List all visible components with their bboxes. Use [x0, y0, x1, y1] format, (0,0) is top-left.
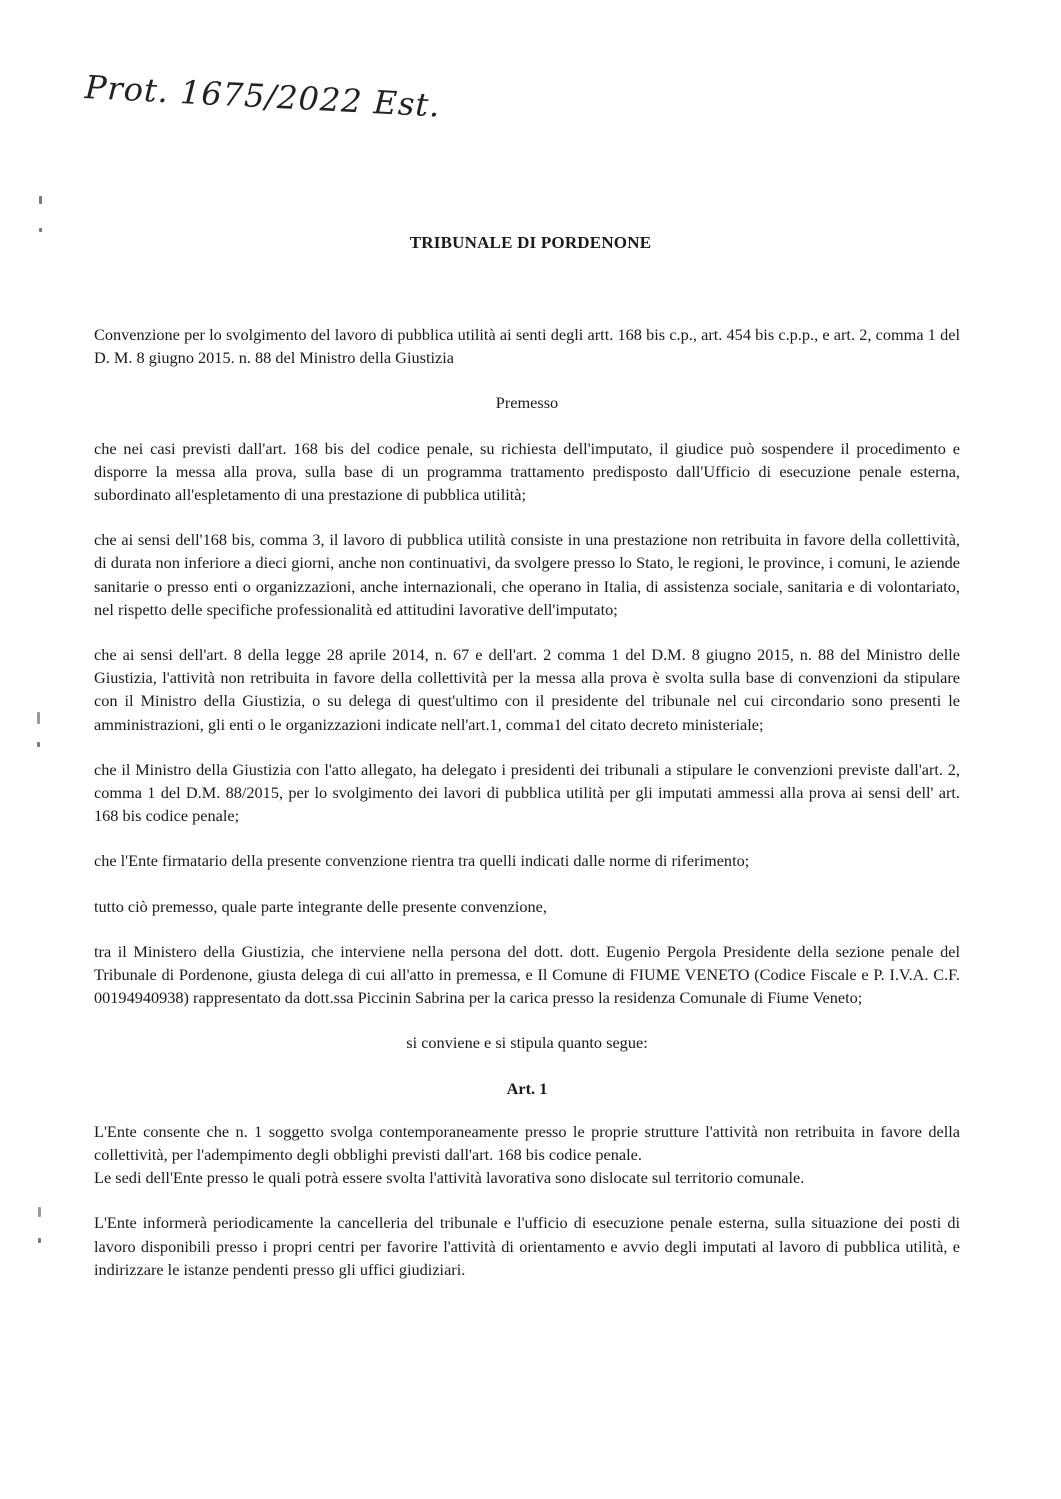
document-body — [94, 323, 960, 1303]
intro-paragraph: Convenzione per lo svolgimento del lavoro di pubblica utilità ai senti degli artt. 168 bis c.p., art. 454 bis c.p.p., e art. 2, comma 1 del D. M. 8 giugno 2015. n. 88 del Ministro della Giustizia — [94, 325, 960, 368]
premise-paragraph-1: che nei casi previsti dall'art. 168 bis del codice penale, su richiesta dell'imputato, il giudice può sospendere il procedimento e disporre la messa alla prova, sulla base di un programma trattamento predisposto dall'Ufficio di esecuzione penale esterna, subordinato all'espletamento di una prestazione di pubblica utilità; — [94, 438, 960, 505]
article-1-paragraph-3: L'Ente informerà periodicamente la cancelleria del tribunale e l'ufficio di esecuzione penale esterna, sulla situazione dei posti di lavoro disponibili presso i propri centri per favorire l'attività di orientamento e avvio degli imputati al lavoro di pubblica utilità, e indirizzare le istanze pendenti presso gli uffici giudiziari. — [94, 1213, 960, 1279]
premise-paragraph-5: che l'Ente firmatario della presente convenzione rientra tra quelli indicati dalle norme di riferimento; — [94, 851, 750, 871]
parties-paragraph: tra il Ministero della Giustizia, che interviene nella persona del dott. dott. Eugenio Pergola Presidente della sezione penale del Tribunale di Pordenone, giusta delega di cui all'atto in premessa, e Il Comune di FIUME VENETO (Codice Fiscale e P. I.V.A. C.F. 00194940938) rappresentato da dott.ssa Piccinin Sabrina per la carica presso la residenza Comunale di Fiume Veneto; — [94, 941, 960, 1008]
scan-mark — [38, 1207, 41, 1217]
article-1-paragraph-1: L'Ente consente che n. 1 soggetto svolga contemporaneamente presso le proprie strutture l'attività non retribuita in favore della collettività, per l'adempimento degli obblighi previsti dall'art. 168 bis codice penale. — [94, 1121, 960, 1165]
stipula-line: si conviene e si stipula quanto segue: — [406, 1033, 648, 1053]
handwritten-protocol-annotation: Prot. 1675/2022 Est. — [84, 68, 442, 125]
scan-mark — [37, 712, 40, 724]
document-title: TRIBUNALE DI PORDENONE — [409, 233, 652, 252]
scan-mark — [39, 228, 42, 232]
scan-mark — [39, 196, 42, 204]
scan-mark — [37, 742, 40, 747]
premesso-heading: Premesso — [495, 393, 559, 413]
article-1-heading: Art. 1 — [506, 1078, 548, 1098]
premise-paragraph-3: che ai sensi dell'art. 8 della legge 28 aprile 2014, n. 67 e dell'art. 2 comma 1 del D.M. 8 giugno 2015, n. 88 del Ministro delle Giustizia, l'attività non retribuita in favore della collettività per la messa alla prova è svolta sulla base di convenzioni da stipulare con il Ministro della Giustizia, o su delega di quest'ultimo con il presidente del tribunale nel cui circondario sono presenti le amministrazioni, gli enti o le organizzazioni indicate nell'art.1, comma1 del citato decreto ministeriale; — [94, 645, 960, 734]
article-1-paragraph-2: Le sedi dell'Ente presso le quali potrà essere svolta l'attività lavorativa sono dislocate sul territorio comunale. — [94, 1168, 805, 1188]
premise-paragraph-6: tutto ciò premesso, quale parte integrante delle presente convenzione, — [94, 896, 547, 916]
scan-mark — [38, 1238, 41, 1243]
premise-paragraph-2: che ai sensi dell'168 bis, comma 3, il lavoro di pubblica utilità consiste in una prestazione non retribuita in favore della collettività, di durata non inferiore a dieci giorni, anche non continuativi, da svolgere presso lo Stato, le regioni, le province, i comuni, le aziende sanitarie o presso enti o organizzazioni, anche internazionali, che operano in Italia, di assistenza sociale, sanitaria e di volontariato, nel rispetto delle specifiche professionalità ed attitudini lavorative dell'imputato; — [94, 530, 960, 619]
premise-paragraph-4: che il Ministro della Giustizia con l'atto allegato, ha delegato i presidenti dei tribunali a stipulare le convenzioni previste dall'art. 2, comma 1 del D.M. 88/2015, per lo svolgimento dei lavori di pubblica utilità per gli imputati ammessi alla prova ai sensi dell' art. 168 bis codice penale; — [94, 759, 960, 826]
